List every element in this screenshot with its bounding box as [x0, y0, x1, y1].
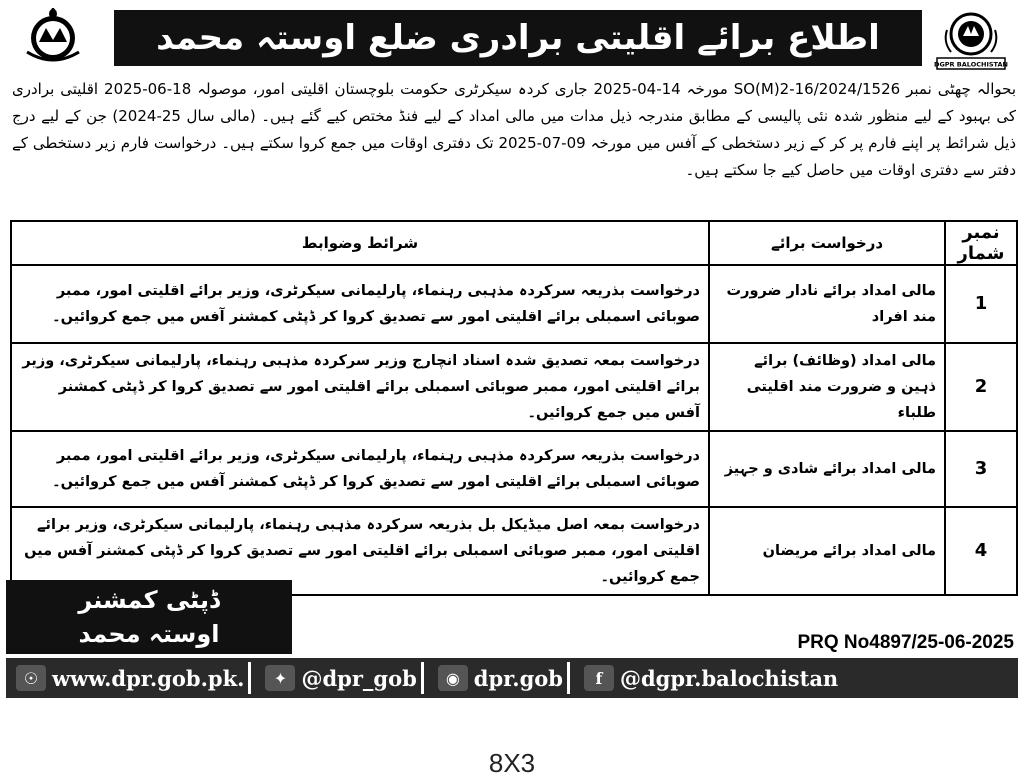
header-terms: شرائط وضوابط	[11, 221, 709, 265]
row-request: مالی امداد برائے نادار ضرورت مند افراد	[709, 265, 945, 343]
dgpr-balochistan-logo-icon	[928, 6, 1014, 72]
facebook-icon: f	[584, 665, 614, 691]
divider	[248, 662, 251, 694]
row-request: مالی امداد (وظائف) برائے ذہین و ضرورت مند اقلیتی طلباء	[709, 343, 945, 431]
instagram-text: dpr.gob	[473, 665, 563, 691]
table-row	[11, 265, 1017, 343]
twitter-link[interactable]	[255, 658, 416, 698]
row-number: 3	[945, 431, 1017, 507]
twitter-icon: ✦	[265, 665, 295, 691]
svg-text:DGPR BALOCHISTAN: DGPR BALOCHISTAN	[934, 60, 1008, 69]
row-number: 4	[945, 507, 1017, 595]
instagram-link[interactable]	[428, 658, 563, 698]
advertisement	[6, 4, 1018, 722]
signature-block	[6, 580, 292, 654]
divider	[567, 662, 570, 694]
row-number: 2	[945, 343, 1017, 431]
facebook-link[interactable]	[574, 658, 838, 698]
table-row	[11, 431, 1017, 507]
row-terms: درخواست بمعہ اصل میڈیکل بل بذریعہ سرکردہ مذہبی رہنماء، پارلیمانی سیکرٹری، وزیر برائے اقلیتی امور، ممبر صوبائی اسمبلی برائے اقلیتی امور سے تصدیق کروا کر ڈپٹی کمشنر آفس میں جمع کروائیں۔	[11, 507, 709, 595]
row-request: مالی امداد برائے شادی و جہیز	[709, 431, 945, 507]
row-terms: درخواست بذریعہ سرکردہ مذہبی رہنماء، پارلیمانی سیکرٹری، وزیر برائے اقلیتی امور، ممبر صوبائی اسمبلی برائے اقلیتی امور سے تصدیق کروا کر ڈپٹی کمشنر آفس میں جمع کروائیں۔	[11, 265, 709, 343]
table-row	[11, 343, 1017, 431]
header-number: نمبر شمار	[945, 221, 1017, 265]
header	[6, 4, 1018, 74]
row-request: مالی امداد برائے مریضان	[709, 507, 945, 595]
prq-number: PRQ No4897/25-06-2025	[797, 632, 1014, 653]
instagram-icon: ◉	[438, 665, 468, 691]
signature-district: اوستہ محمد	[78, 620, 220, 648]
intro-paragraph: بحوالہ چھٹی نمبر SO(M)2-16/2024/1526 مورخہ 14-04-2025 جاری کردہ سیکرٹری حکومت بلوچستان اقلیتی امور، موصولہ 18-06-2025 اقلیتی برادری کی بہبود کے لیے منظور شدہ نئی پالیسی کے مطابق مندرجہ ذیل مدات میں مالی امداد کے لیے فنڈ مختص کیے گئے ہیں۔ (مالی سال 25-2024) جن کے لیے درج ذیل شرائط پر اپنے فارم پر کر کے زیر دستخطی کے آفس میں مورخہ 09-07-2025 تک دفتری اوقات میں جمع کروا سکتے ہیں۔ درخواست فارم زیر دستخطی کے دفتر سے دفتری اوقات میں حاصل کیے جا سکتے ہیں۔	[12, 80, 1016, 179]
row-terms: درخواست بذریعہ سرکردہ مذہبی رہنماء، پارلیمانی سیکرٹری، وزیر برائے اقلیتی امور، ممبر صوبائی اسمبلی برائے اقلیتی امور سے تصدیق کروا کر ڈپٹی کمشنر آفس میں جمع کروائیں۔	[11, 431, 709, 507]
website-link[interactable]	[6, 658, 244, 698]
balochistan-emblem-icon	[10, 6, 96, 72]
divider	[421, 662, 424, 694]
row-number: 1	[945, 265, 1017, 343]
row-terms: درخواست بمعہ تصدیق شدہ اسناد انچارج وزیر سرکردہ مذہبی رہنماء، پارلیمانی سیکرٹری، وزیر برائے اقلیتی امور، ممبر صوبائی اسمبلی برائے اقلیتی امور سے تصدیق کروا کر ڈپٹی کمشنر آفس میں جمع کروائیں۔	[11, 343, 709, 431]
globe-icon: ☉	[16, 665, 46, 691]
facebook-text: @dgpr.balochistan	[620, 665, 839, 691]
signature-title: ڈپٹی کمشنر	[78, 586, 220, 614]
website-text: www.dpr.gob.pk.	[52, 665, 245, 691]
notice-title: اطلاع برائے اقلیتی برادری ضلع اوستہ محمد	[114, 10, 922, 66]
table-header-row	[11, 221, 1017, 265]
header-request: درخواست برائے	[709, 221, 945, 265]
ad-size-label: 8X3	[488, 748, 536, 778]
terms-table	[10, 220, 1018, 596]
social-footer	[6, 658, 1018, 698]
twitter-text: @dpr_gob	[301, 665, 417, 691]
